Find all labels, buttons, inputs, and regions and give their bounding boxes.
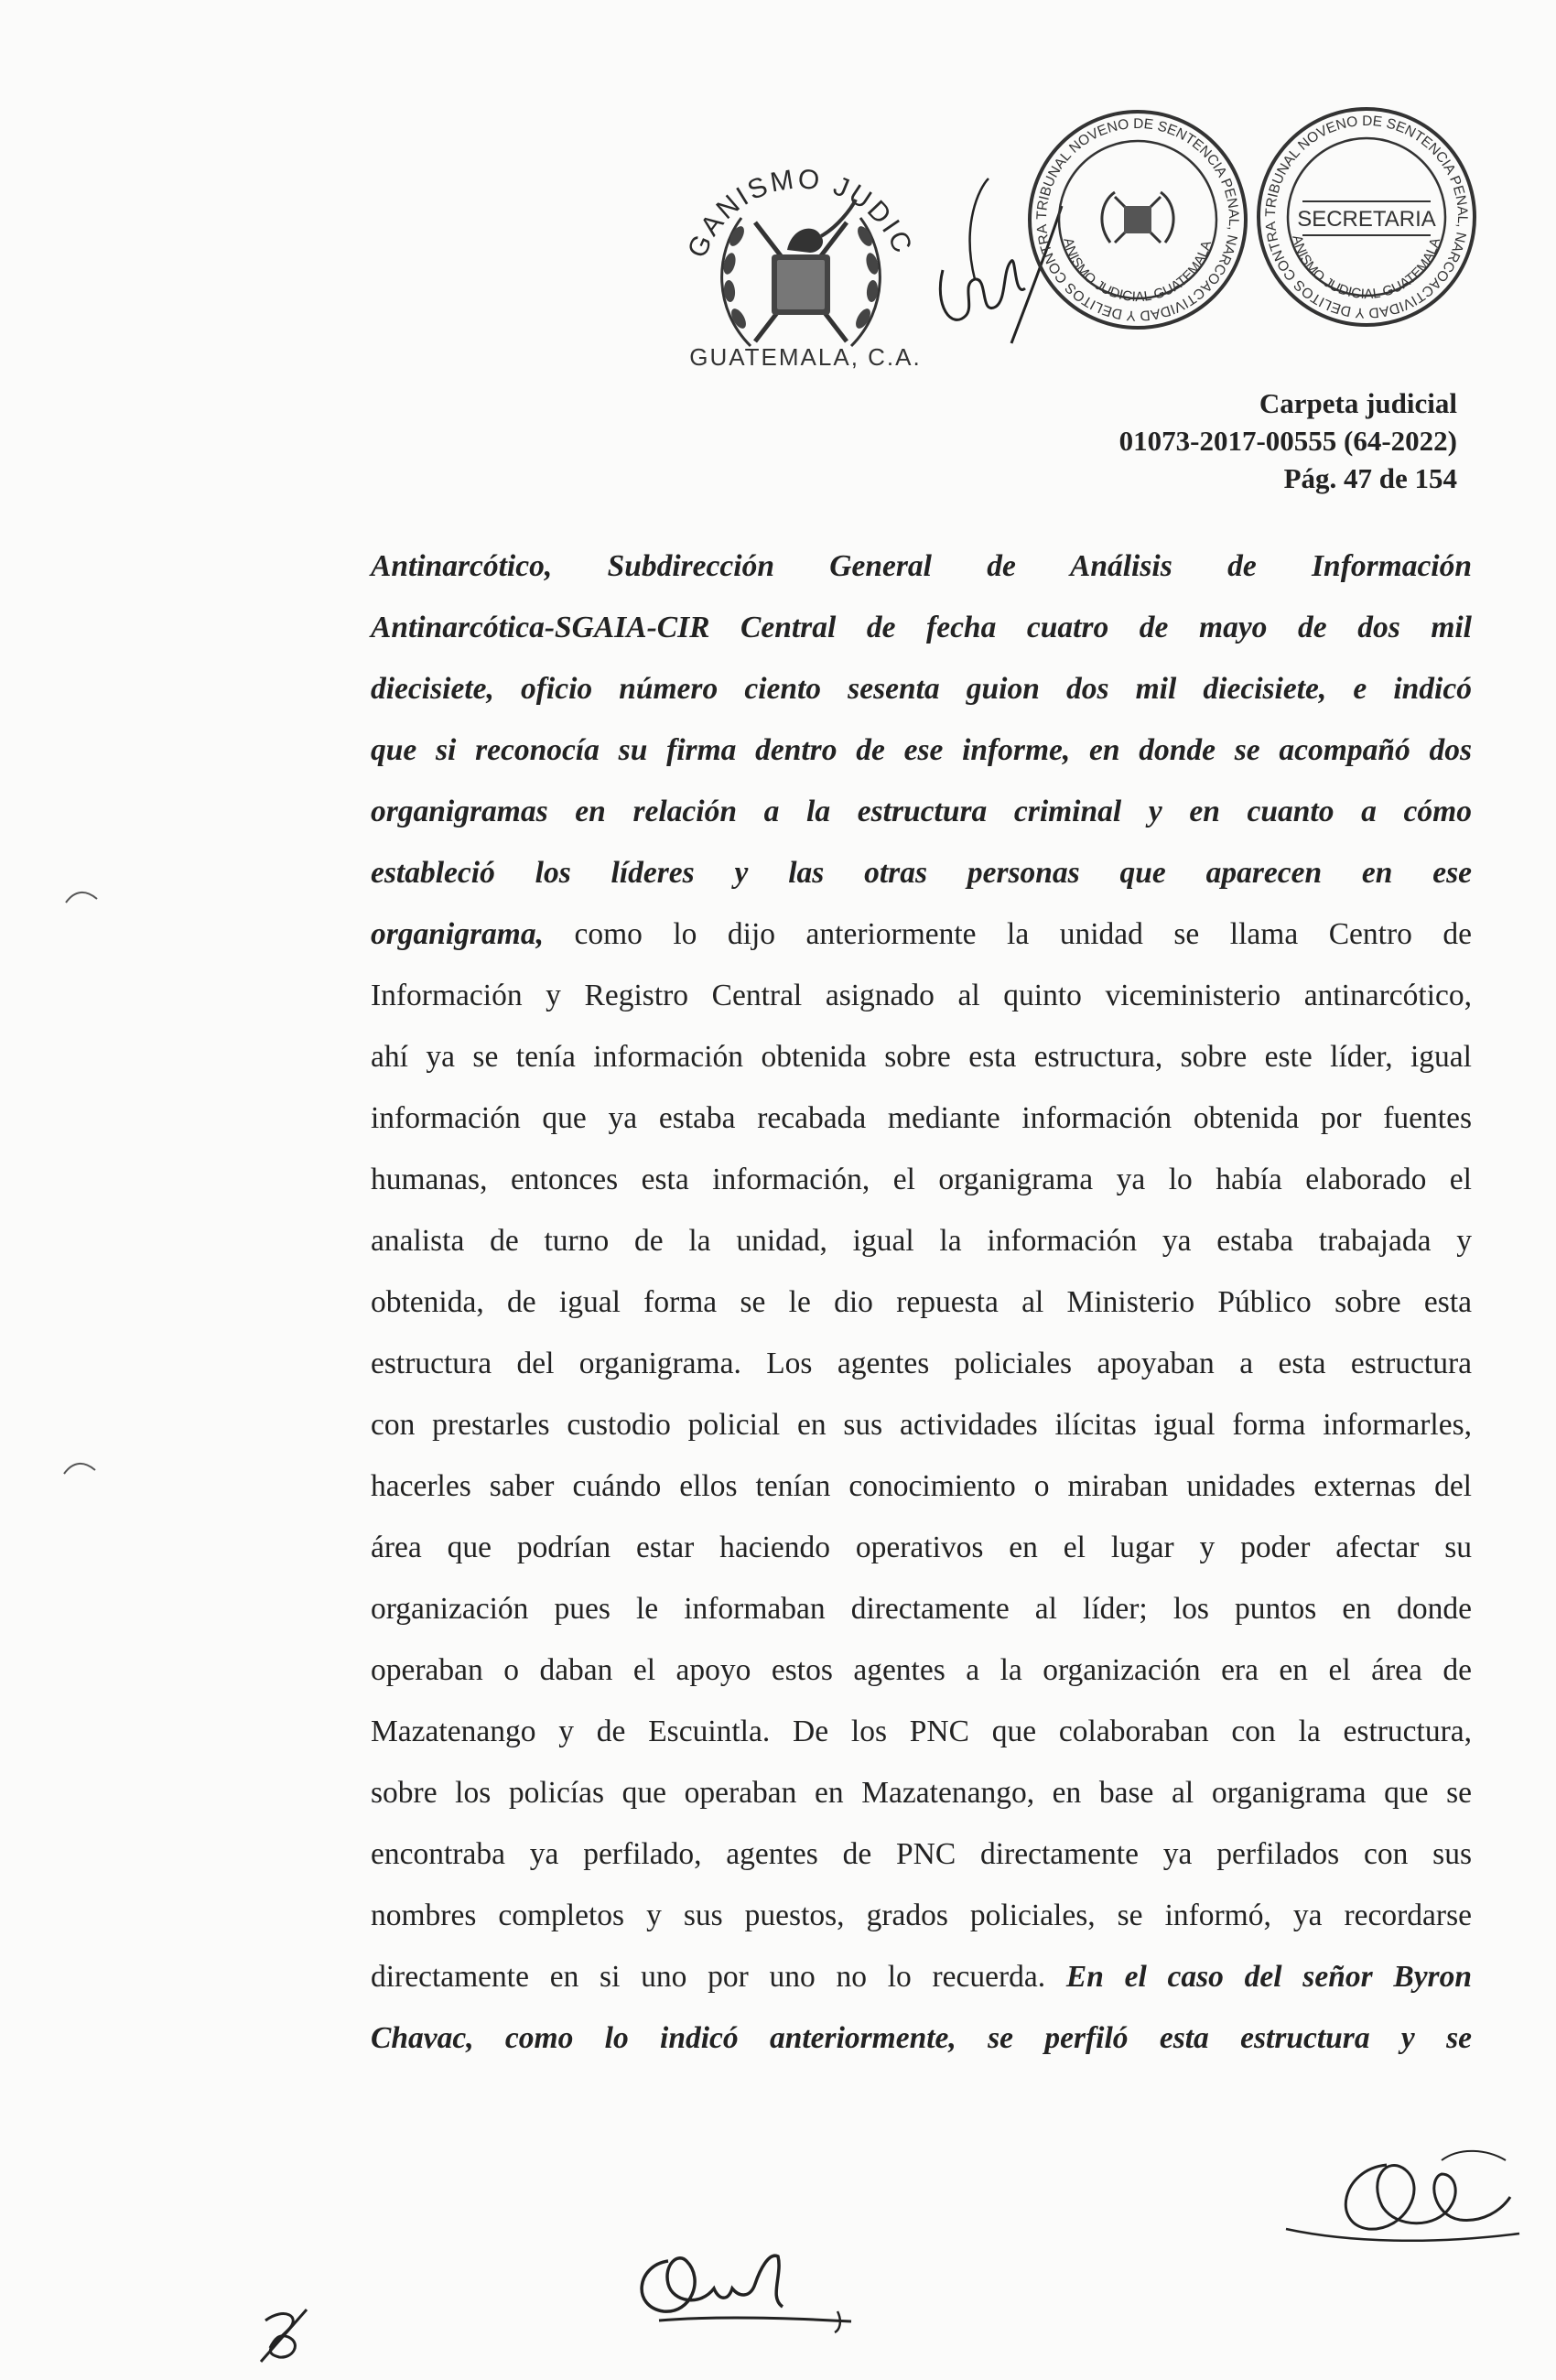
carpeta-label: Carpeta judicial bbox=[1259, 387, 1457, 419]
body-text-segment: humanas, entonces esta información, el organigrama ya lo había elaborado el bbox=[371, 1163, 1472, 1196]
body-line bbox=[371, 1885, 1472, 1946]
handwritten-signature bbox=[1277, 2142, 1524, 2261]
body-text-segment: como lo dijo anteriormente la unidad se llama Centro de bbox=[543, 917, 1472, 951]
body-line bbox=[371, 1639, 1472, 1701]
emphasized-text: Chavac, como lo indicó anteriormente, se perfiló esta estructura y se bbox=[371, 2021, 1472, 2055]
body-line bbox=[371, 1823, 1472, 1885]
emphasized-text: estableció los líderes y las otras personas que aparecen en ese bbox=[371, 856, 1472, 890]
page-number: Pág. 47 de 154 bbox=[1283, 462, 1457, 495]
body-line bbox=[371, 1271, 1472, 1333]
document-body bbox=[371, 536, 1472, 2069]
body-line bbox=[371, 1455, 1472, 1517]
body-line bbox=[371, 597, 1472, 658]
body-text-segment: área que podrían estar haciendo operativos en el lugar y poder afectar su bbox=[371, 1531, 1472, 1564]
stamp-inner-text: ANISMO JUDICIAL GUATEMALA bbox=[1289, 233, 1444, 303]
stamp-outer-text: TRIBUNAL NOVENO DE SENTENCIA PENAL, NARCOACTIVIDAD Y DELITOS CONTRA bbox=[1262, 113, 1471, 321]
margin-mark bbox=[62, 1457, 99, 1477]
seal-caption: GUATEMALA, C.A. bbox=[689, 343, 922, 371]
body-line bbox=[371, 1333, 1472, 1394]
body-line bbox=[371, 1578, 1472, 1639]
margin-mark bbox=[64, 886, 101, 906]
emphasized-text: Antinarcótica-SGAIA-CIR Central de fecha cuatro de mayo de dos mil bbox=[371, 611, 1472, 644]
body-line bbox=[371, 719, 1472, 781]
body-line bbox=[371, 1517, 1472, 1578]
emphasized-text: diecisiete, oficio número ciento sesenta guion dos mil diecisiete, e indicó bbox=[371, 672, 1472, 706]
body-line bbox=[371, 842, 1472, 903]
body-line bbox=[371, 1026, 1472, 1087]
handwritten-signature bbox=[622, 2234, 860, 2334]
body-text-segment: operaban o daban el apoyo estos agentes a la organización era en el área de bbox=[371, 1653, 1472, 1687]
body-line bbox=[371, 1762, 1472, 1823]
body-text-segment: obtenida, de igual forma se le dio repuesta al Ministerio Público sobre esta bbox=[371, 1285, 1472, 1319]
secretaria-stamp bbox=[1252, 103, 1481, 331]
body-line bbox=[371, 658, 1472, 719]
case-number: 01073-2017-00555 (64-2022) bbox=[1118, 425, 1457, 458]
body-text-segment: Mazatenango y de Escuintla. De los PNC que colaboraban con la estructura, bbox=[371, 1715, 1472, 1748]
body-line bbox=[371, 1210, 1472, 1271]
stamp-center-text: SECRETARIA bbox=[1297, 207, 1436, 232]
body-text-segment: sobre los policías que operaban en Mazatenango, en base al organigrama que se bbox=[371, 1776, 1472, 1810]
body-line bbox=[371, 536, 1472, 597]
body-text-segment: Información y Registro Central asignado al quinto viceministerio antinarcótico, bbox=[371, 979, 1472, 1012]
body-text-segment: nombres completos y sus puestos, grados policiales, se informó, ya recordarse bbox=[371, 1899, 1472, 1932]
body-line bbox=[371, 903, 1472, 965]
body-text-segment: directamente en si uno por uno no lo recuerda. bbox=[371, 1960, 1066, 1994]
body-line bbox=[371, 781, 1472, 842]
body-line bbox=[371, 1946, 1472, 2007]
body-text-segment: organización pues le informaban directamente al líder; los puntos en donde bbox=[371, 1592, 1472, 1626]
stamp-inner-text: ANISMO JUDICIAL GUATEMALA bbox=[1060, 236, 1216, 306]
body-line bbox=[371, 1087, 1472, 1149]
handwritten-signature bbox=[252, 2302, 316, 2366]
svg-text:ORGANISMO JUDICIAL: GANISMO JUDIC bbox=[682, 164, 919, 263]
body-line bbox=[371, 1394, 1472, 1455]
emphasized-text: Antinarcótico, Subdirección General de Análisis de Información bbox=[371, 549, 1472, 583]
emphasized-text: organigramas en relación a la estructura criminal y en cuanto a cómo bbox=[371, 795, 1472, 828]
body-line bbox=[371, 965, 1472, 1026]
tribunal-stamp bbox=[1023, 105, 1252, 334]
body-text-segment: información que ya estaba recabada mediante información obtenida por fuentes bbox=[371, 1101, 1472, 1135]
body-text-segment: ahí ya se tenía información obtenida sobre esta estructura, sobre este líder, igual bbox=[371, 1040, 1472, 1074]
body-text-segment: encontraba ya perfilado, agentes de PNC directamente ya perfilados con sus bbox=[371, 1837, 1472, 1871]
emphasized-text: que si reconocía su firma dentro de ese informe, en donde se acompañó dos bbox=[371, 733, 1472, 767]
body-text-segment: hacerles saber cuándo ellos tenían conocimiento o miraban unidades externas del bbox=[371, 1469, 1472, 1503]
organismo-judicial-seal bbox=[664, 99, 938, 373]
emphasized-text: En el caso del señor Byron bbox=[1065, 1960, 1472, 1994]
body-text-segment: con prestarles custodio policial en sus actividades ilícitas igual forma informarles, bbox=[371, 1408, 1472, 1442]
body-text-segment: estructura del organigrama. Los agentes policiales apoyaban a esta estructura bbox=[371, 1347, 1472, 1380]
stamp-outer-text: TRIBUNAL NOVENO DE SENTENCIA PENAL, NARCOACTIVIDAD Y DELITOS CONTRA bbox=[1033, 115, 1242, 324]
document-header bbox=[1119, 384, 1457, 498]
body-text-segment: analista de turno de la unidad, igual la información ya estaba trabajada y bbox=[371, 1224, 1472, 1258]
emphasized-text: organigrama, bbox=[371, 917, 544, 951]
body-line bbox=[371, 2007, 1472, 2069]
body-line bbox=[371, 1149, 1472, 1210]
body-line bbox=[371, 1701, 1472, 1762]
